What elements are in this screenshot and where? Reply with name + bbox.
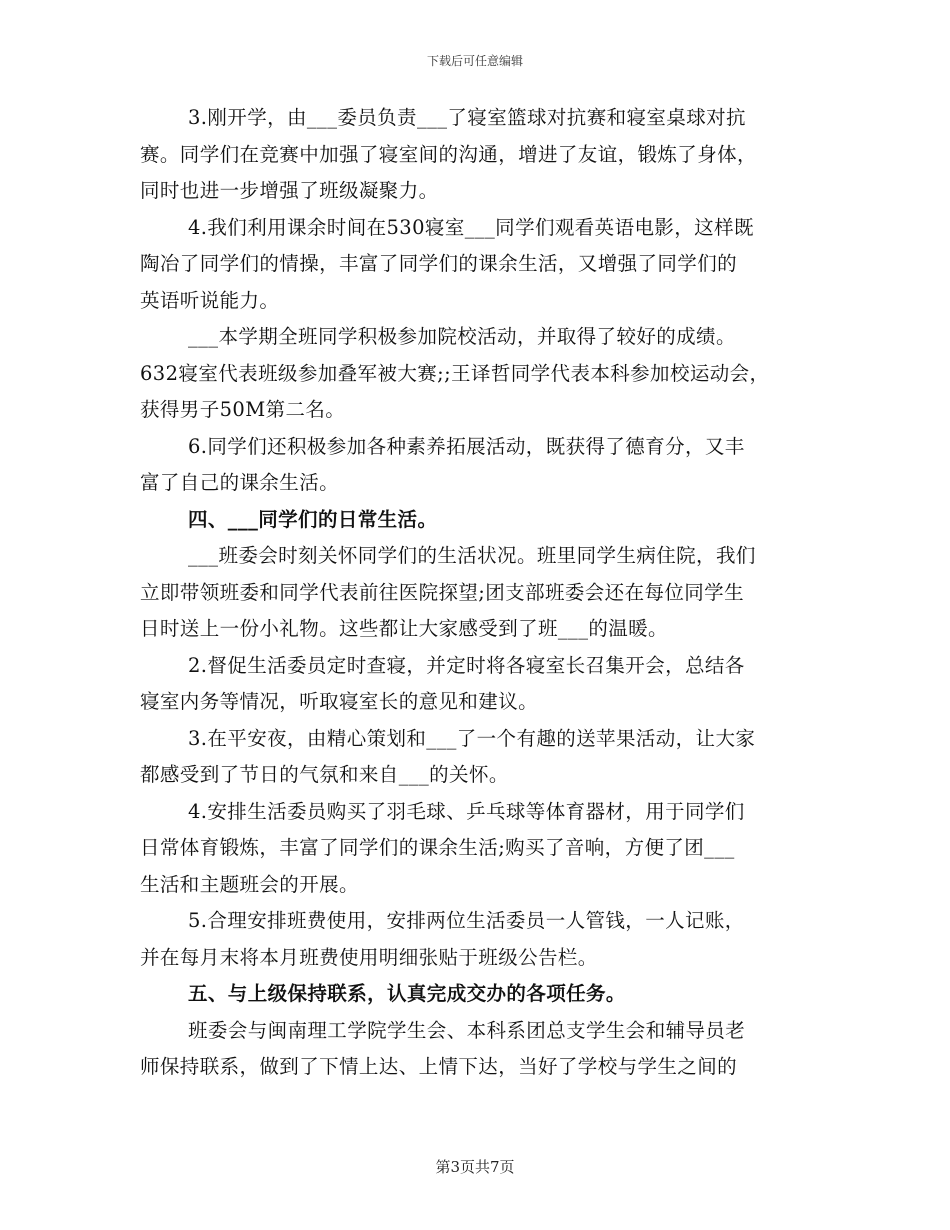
paragraph-line: 日常体育锻炼，丰富了同学们的课余生活;购买了音响，方便了团___: [140, 836, 735, 859]
page-header: 下载后可任意编辑: [426, 54, 523, 68]
paragraph-line: 陶冶了同学们的情操，丰富了同学们的课余生活，又增强了同学们的: [140, 252, 738, 275]
paragraph-line: 同时也进一步增强了班级凝聚力。: [140, 179, 439, 202]
paragraph-line: 都感受到了节日的气氛和来自___的关怀。: [140, 763, 509, 786]
paragraph-line: 富了自己的课余生活。: [140, 471, 340, 494]
paragraph-line: 寝室内务等情况，听取寝室长的意见和建议。: [140, 690, 539, 713]
paragraph-line: 英语听说能力。: [140, 288, 280, 312]
section-heading: 四、___同学们的日常生活。: [188, 507, 438, 531]
document-body: [140, 100, 825, 1086]
paragraph-line: 4.我们利用课余时间在530寝室___同学们观看英语电影，这样既: [188, 215, 754, 239]
paragraph-line: 3.在平安夜，由精心策划和___了一个有趣的送苹果活动，让大家: [188, 726, 756, 750]
paragraph-line: 师保持联系，做到了下情上达、上情下达，当好了学校与学生之间的: [140, 1055, 738, 1078]
paragraph-line: 4.安排生活委员购买了羽毛球、乒乓球等体育器材，用于同学们: [188, 799, 745, 823]
paragraph-line: 3.刚开学，由___委员负责___了寝室篮球对抗赛和寝室桌球对抗: [188, 106, 746, 129]
paragraph-line: 获得男子50M第二名。: [140, 398, 346, 421]
paragraph-line: ___班委会时刻关怀同学们的生活状况。班里同学生病住院，我们: [188, 544, 756, 567]
paragraph-line: 班委会与闽南理工学院学生会、本科系团总支学生会和辅导员老: [188, 1018, 746, 1042]
paragraph-line: 2.督促生活委员定时查寝，并定时将各寝室长召集开会，总结各: [188, 653, 745, 677]
paragraph-line: 6.同学们还积极参加各种素养拓展活动，既获得了德育分，又丰: [188, 434, 745, 458]
section-heading: 五、与上级保持联系，认真完成交办的各项任务。: [188, 982, 626, 1005]
paragraph-line: 日时送上一份小礼物。这些都让大家感受到了班___的温暖。: [140, 617, 668, 640]
paragraph-line: 赛。同学们在竞赛中加强了寝室间的沟通，增进了友谊，锻炼了身体，: [140, 142, 757, 166]
paragraph-line: 并在每月末将本月班费使用明细张贴于班级公告栏。: [140, 945, 598, 969]
paragraph-line: ___本学期全班同学积极参加院校活动，并取得了较好的成绩。: [188, 325, 736, 348]
paragraph-line: 5.合理安排班费使用，安排两位生活委员一人管钱，一人记账，: [188, 909, 745, 932]
page-footer: 第3页共7页: [435, 1158, 515, 1176]
paragraph-line: 632寝室代表班级参加叠军被大赛;;王译哲同学代表本科参加校运动会，: [140, 361, 770, 385]
paragraph-line: 生活和主题班会的开展。: [140, 872, 359, 896]
paragraph-line: 立即带领班委和同学代表前往医院探望;团支部班委会还在每位同学生: [140, 580, 744, 604]
